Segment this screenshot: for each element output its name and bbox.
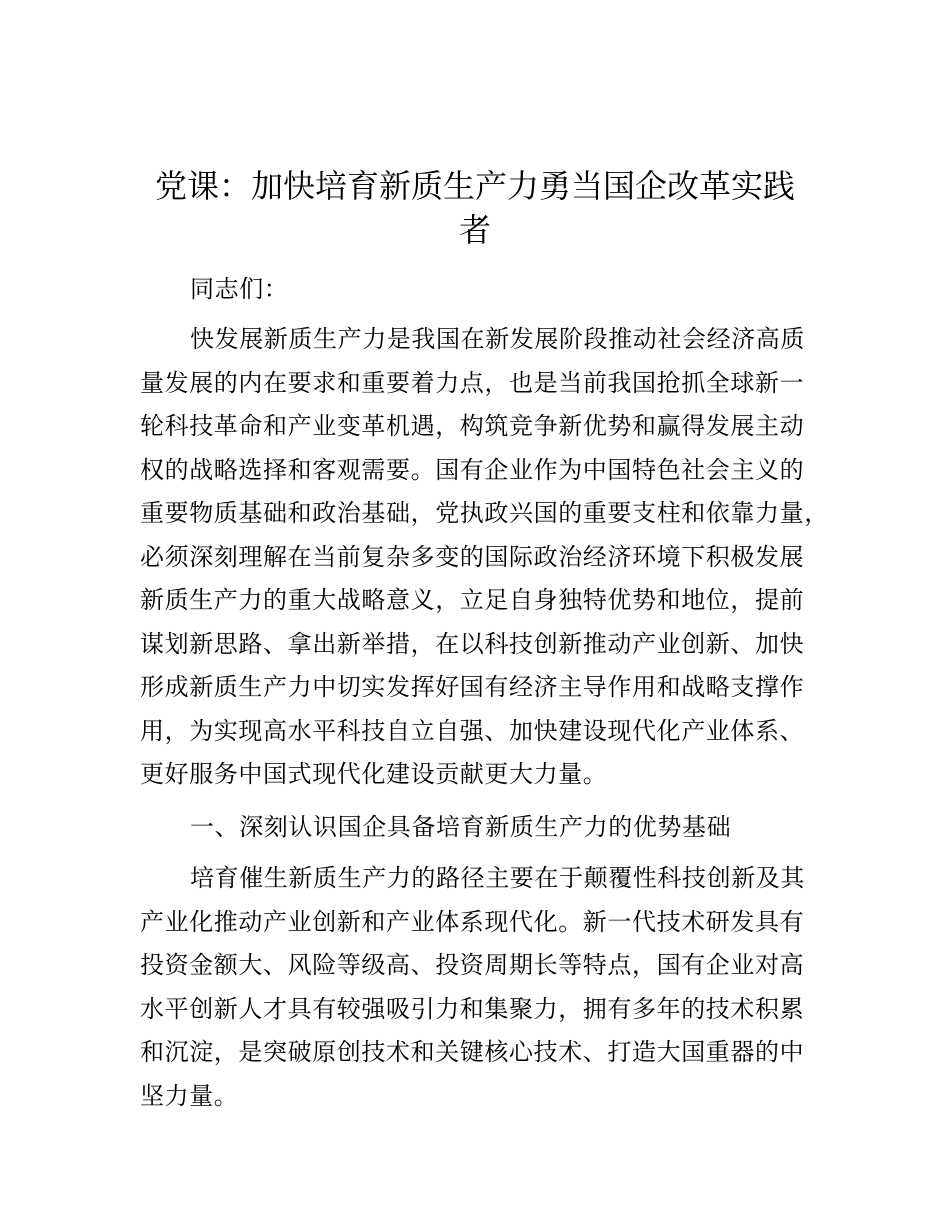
paragraph-line: 用，为实现高水平科技自立自强、加快建设现代化产业体系、 — [140, 716, 805, 745]
paragraph-line: 投资金额大、风险等级高、投资周期长等特点，国有企业对高 — [140, 951, 805, 979]
title-line: 党课：加快培育新质生产力勇当国企改革实践 — [154, 167, 795, 205]
paragraph-1 — [140, 318, 830, 797]
paragraph-line: 产业化推动产业创新和产业体系现代化。新一代技术研发具有 — [140, 907, 805, 936]
paragraph-line: 和沉淀，是突破原创技术和关键核心技术、打造大国重器的中 — [140, 1038, 805, 1066]
paragraph-line: 必须深刻理解在当前复杂多变的国际政治经济环境下积极发展 — [140, 542, 805, 571]
greeting-text: 同志们： — [190, 275, 289, 303]
title-line: 者 — [458, 211, 491, 249]
section-1-heading — [140, 806, 830, 850]
paragraph-line: 轮科技革命和产业变革机遇，构筑竞争新优势和赢得发展主动 — [140, 412, 805, 440]
paragraph-line: 重要物质基础和政治基础，党执政兴国的重要支柱和依靠力量， — [140, 499, 829, 527]
paragraph-line: 更好服务中国式现代化建设贡献更大力量。 — [140, 760, 608, 788]
paragraph-line: 量发展的内在要求和重要着力点，也是当前我国抢抓全球新一 — [140, 368, 805, 397]
section-heading-text: 一、深刻认识国企具备培育新质生产力的优势基础 — [190, 813, 732, 841]
paragraph-line: 坚力量。 — [140, 1081, 239, 1110]
paragraph-line: 权的战略选择和客观需要。国有企业作为中国特色社会主义的 — [140, 455, 805, 484]
document-title — [140, 164, 810, 252]
paragraph-2 — [140, 857, 830, 1118]
paragraph-line: 培育催生新质生产力的路径主要在于颠覆性科技创新及其 — [190, 864, 805, 892]
paragraph-line: 水平创新人才具有较强吸引力和集聚力，拥有多年的技术积累 — [140, 994, 805, 1023]
greeting — [140, 268, 830, 312]
paragraph-line: 新质生产力的重大战略意义，立足自身独特优势和地位，提前 — [140, 586, 805, 614]
paragraph-line: 谋划新思路、拿出新举措，在以科技创新推动产业创新、加快 — [140, 629, 805, 658]
paragraph-line: 快发展新质生产力是我国在新发展阶段推动社会经济高质 — [190, 325, 805, 353]
paragraph-line: 形成新质生产力中切实发挥好国有经济主导作用和战略支撑作 — [140, 673, 805, 701]
